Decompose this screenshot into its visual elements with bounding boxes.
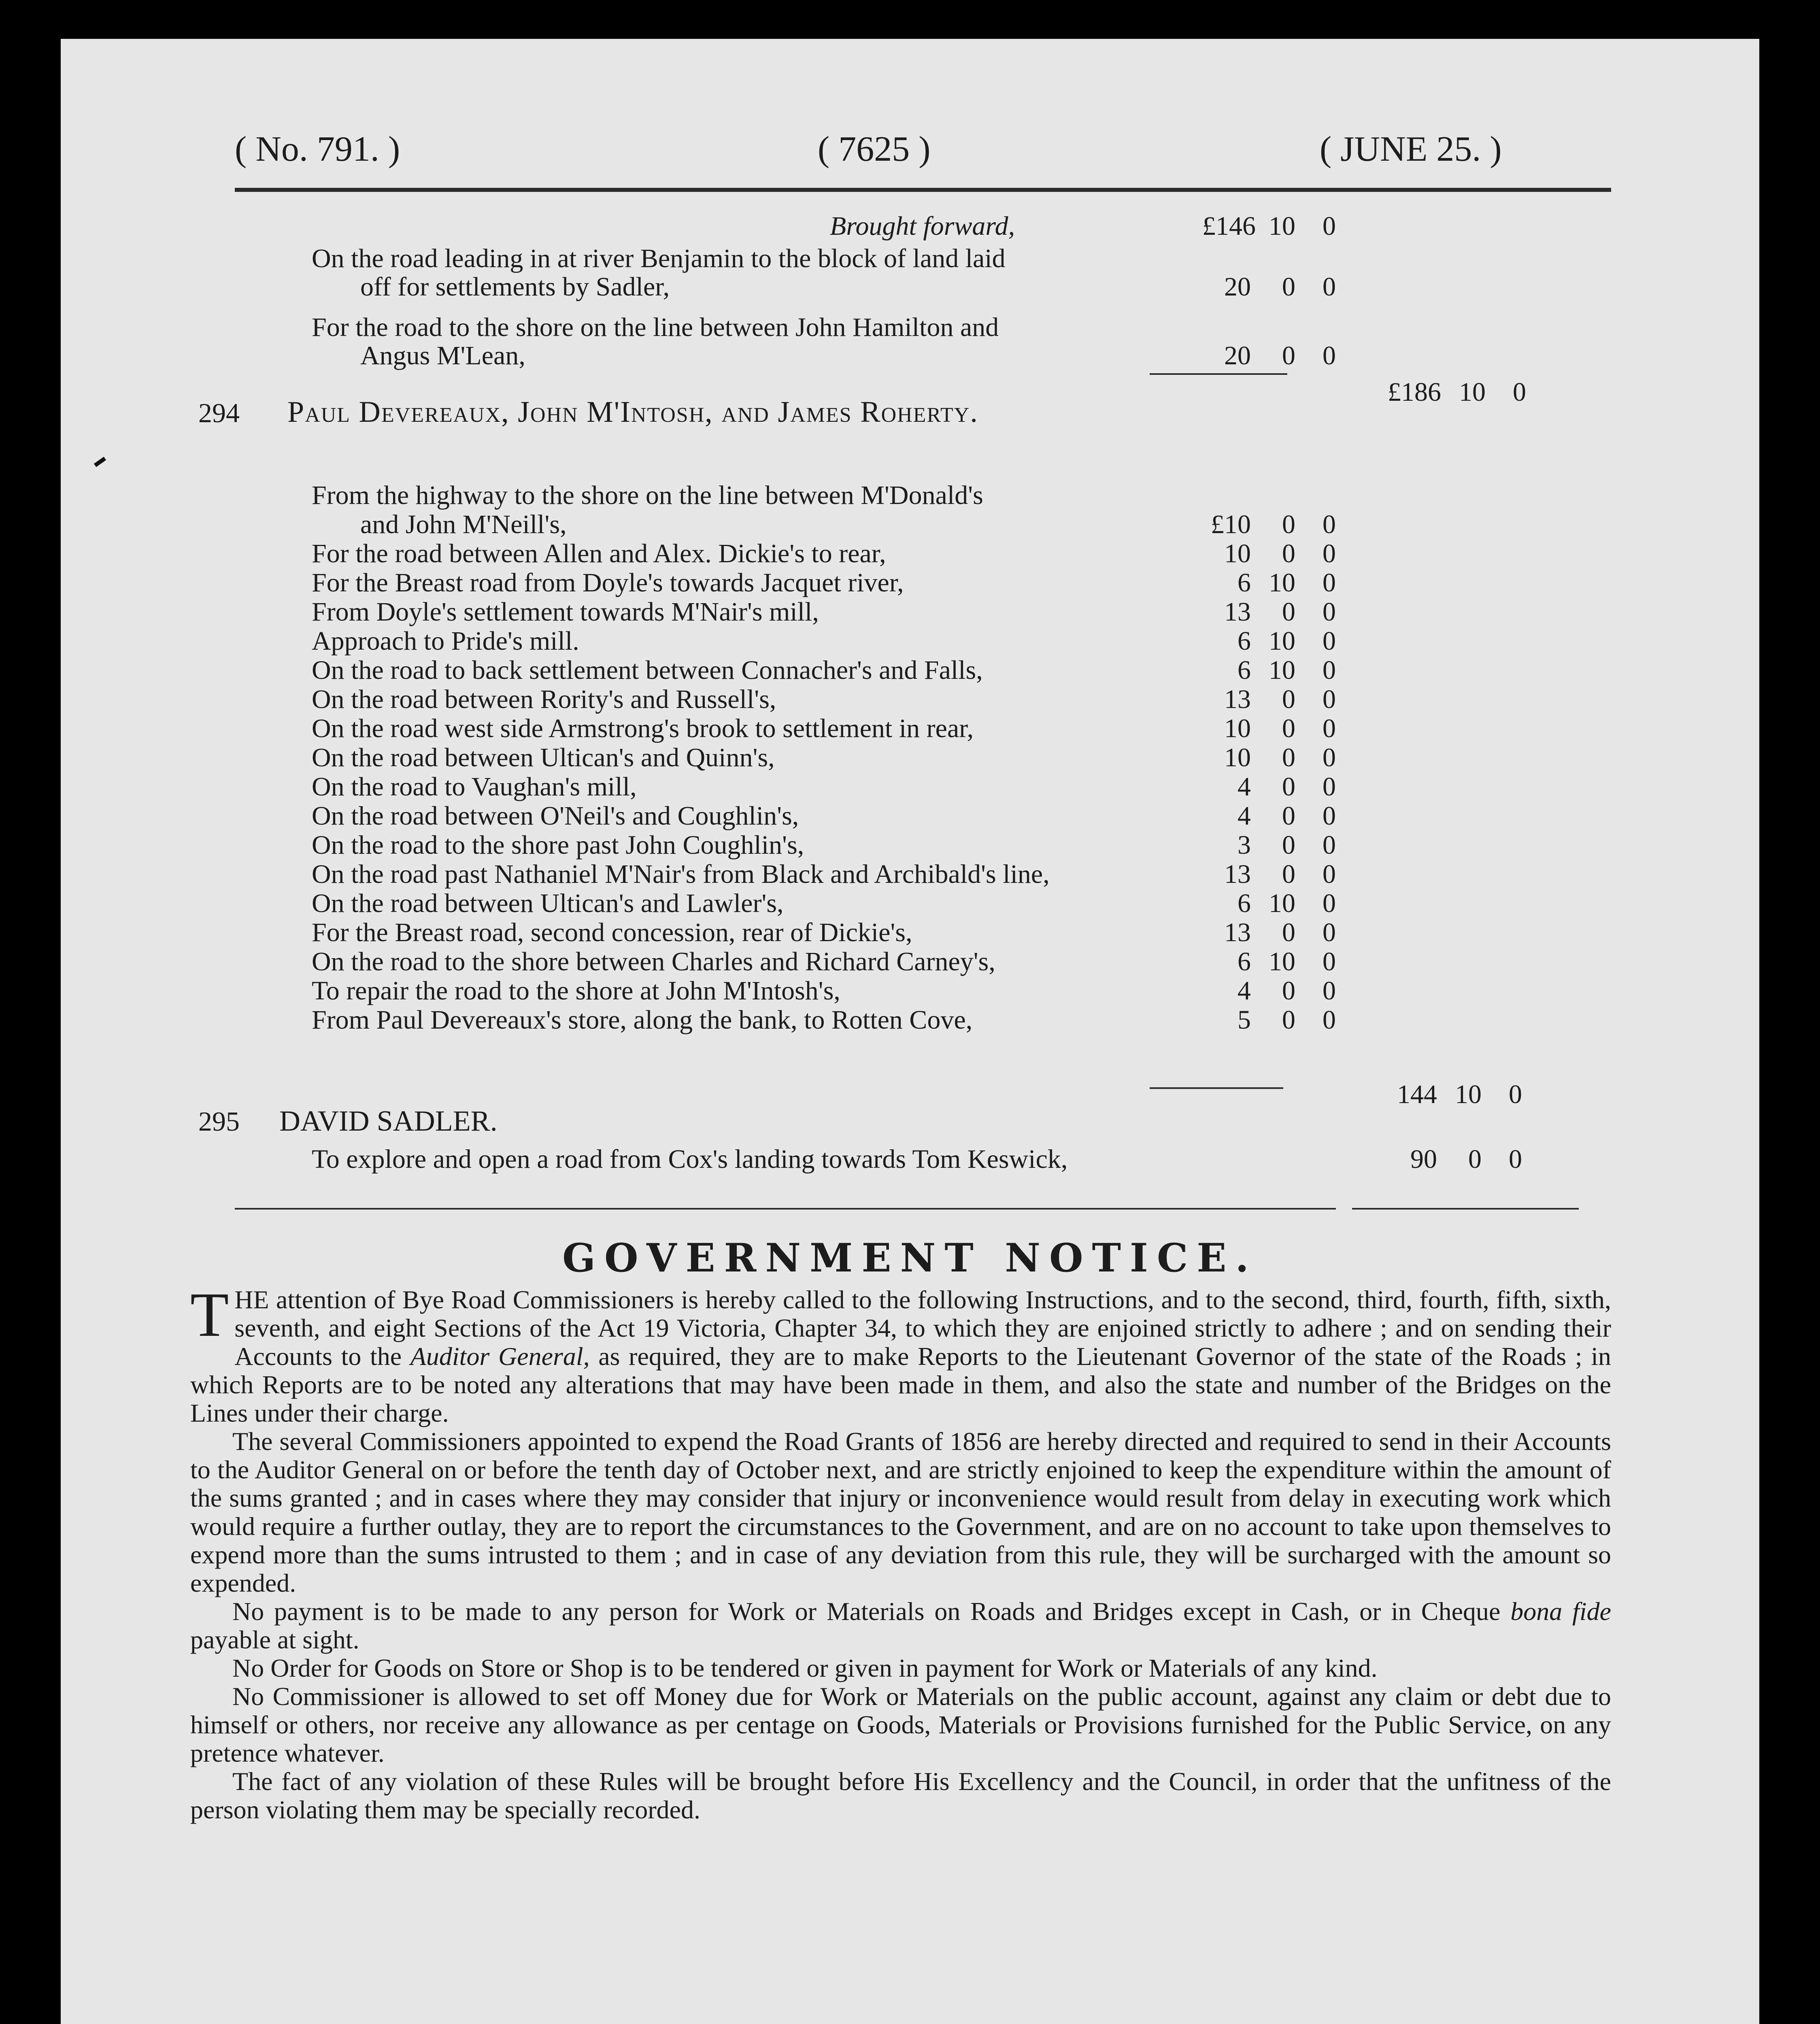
entry-name: DAVID SADLER. <box>279 1105 498 1137</box>
entry-295-amount: 90 0 0 <box>1410 1144 1522 1174</box>
entry-294-item-line: For the Breast road, second concession, rear of Dickie's, <box>312 918 912 947</box>
entry-294-item-line: On the road to Vaughan's mill, <box>312 772 637 802</box>
brought-forward-label: Brought forward, <box>830 211 1015 241</box>
entry-295-item: To explore and open a road from Cox's landing towards Tom Keswick, <box>312 1144 1068 1174</box>
entry-294-item-amount: 13 0 0 <box>1224 685 1336 714</box>
entry-294-item-amount: 6 10 0 <box>1237 626 1336 656</box>
issue-date: ( JUNE 25. ) <box>1320 130 1502 169</box>
carried-item-line: For the road to the shore on the line between John Hamilton and <box>312 313 999 342</box>
entry-294-item-amount: 13 0 0 <box>1224 597 1336 627</box>
notice-paragraph-2: The several Commissioners appointed to expend the Road Grants of 1856 are hereby directed and required to send in their Accounts to the Auditor General on or before the tenth day of October next, and are strictly enjoined to keep the expenditure within the amount of the sums granted ; and in cases where they may consider that injury or inconvenience would result from delay in executing work which would require a further outlay, they are to report the circumstances to the Government, and are on no account to take upon themselves to expend more than the sums intrusted to them ; and in case of any deviation from this rule, they will be surcharged with the amount so expended. <box>190 1427 1611 1597</box>
carried-item-amount: 20 0 0 <box>1224 272 1336 302</box>
entry-294-item-line: and John M'Neill's, <box>360 510 567 539</box>
entry-294-item-line: Approach to Pride's mill. <box>312 626 579 656</box>
notice-paragraph-5: No Commissioner is allowed to set off Money due for Work or Materials on the public account, against any claim or debt due to himself or others, nor receive any allowance as per centage on Goods, Materials or Provisions furnished for the Public Service, on any pretence whatever. <box>190 1682 1611 1767</box>
entry-294-item-line: On the road between O'Neil's and Coughlin's, <box>312 801 799 831</box>
entry-294-total: 144 10 0 <box>1397 1080 1522 1109</box>
entry-294-total-rule <box>1150 1087 1283 1089</box>
notice-title: GOVERNMENT NOTICE. <box>562 1235 1258 1281</box>
drop-cap: T <box>190 1280 229 1350</box>
entry-294-item-line: On the road west side Armstrong's brook to settlement in rear, <box>312 714 974 743</box>
carried-item-amount: 20 0 0 <box>1224 341 1336 370</box>
entry-number: 295 <box>198 1106 240 1137</box>
entry-294-item-line: To repair the road to the shore at John M'Intosh's, <box>312 976 840 1006</box>
issue-number: ( No. 791. ) <box>235 130 400 169</box>
entry-294-item-amount: 6 10 0 <box>1237 889 1336 918</box>
entry-294-item-line: On the road between Ultican's and Lawler's, <box>312 889 784 918</box>
entry-294-item-line: On the road to the shore between Charles and Richard Carney's, <box>312 947 995 976</box>
header-rule <box>235 188 1611 192</box>
entry-294-item-amount: 10 0 0 <box>1224 743 1336 772</box>
margin-mark <box>94 457 106 467</box>
carried-item-line: Angus M'Lean, <box>360 341 525 370</box>
entry-294-item-amount: 10 0 0 <box>1224 714 1336 743</box>
entry-294-item-amount: 6 10 0 <box>1237 655 1336 685</box>
notice-paragraph-1: THE attention of Bye Road Commissioners is hereby called to the following Instructions, and to the second, third, fourth, fifth, sixth, seventh, and eight Sections of the Act 19 Victoria, Chapter 34, to which they are enjoined strictly to adhere ; and on sending their Accounts to the Auditor General, as required, they are to make Reports to the Lieutenant Governor of the state of the Roads ; in which Reports are to be noted any alterations that may have been made in them, and also the state and number of the Bridges on the Lines under their charge. <box>190 1280 1612 1427</box>
entry-294-item-amount: 6 10 0 <box>1237 947 1336 976</box>
entry-294-item-line: From Doyle's settlement towards M'Nair's mill, <box>312 597 819 627</box>
entry-294-item-line: On the road between Rority's and Russell's, <box>312 685 776 714</box>
entry-294-item-amount: 4 0 0 <box>1237 772 1336 802</box>
notice-paragraph-4: No Order for Goods on Store or Shop is to be tendered or given in payment for Work or Materials of any kind. <box>232 1654 1378 1682</box>
entry-294-item-line: On the road to the shore past John Coughlin's, <box>312 830 804 860</box>
section-rule <box>1352 1208 1579 1210</box>
entry-294-item-line: For the Breast road from Doyle's towards Jacquet river, <box>312 568 904 597</box>
entry-294-item-line: From Paul Devereaux's store, along the bank, to Rotten Cove, <box>312 1005 973 1035</box>
entry-294-item-amount: 13 0 0 <box>1224 918 1336 947</box>
entry-294-item-amount: 5 0 0 <box>1237 1005 1336 1035</box>
notice-body <box>190 1280 1612 1824</box>
document-page <box>61 39 1759 2024</box>
carried-item-line: On the road leading in at river Benjamin to the block of land laid <box>312 244 1006 273</box>
entry-294-item-amount: 4 0 0 <box>1237 801 1336 831</box>
page-number: ( 7625 ) <box>818 130 931 169</box>
section-rule <box>235 1208 1336 1210</box>
notice-paragraph-6: The fact of any violation of these Rules will be brought before His Excellency and the Council, in order that the unfitness of the person violating them may be specially recorded. <box>190 1767 1611 1824</box>
entry-294-item-amount: £10 0 0 <box>1211 510 1336 539</box>
notice-paragraph-3: No payment is to be made to any person for Work or Materials on Roads and Bridges except in Cash, or in Cheque bona fide payable at sight. <box>190 1597 1612 1654</box>
entry-names: Paul Devereaux, John M'Intosh, and James Roherty. <box>287 395 978 429</box>
entry-294-item-amount: 10 0 0 <box>1224 539 1336 568</box>
entry-294-item-amount: 13 0 0 <box>1224 859 1336 889</box>
entry-number: 294 <box>198 398 240 428</box>
entry-294-item-line: For the road between Allen and Alex. Dickie's to rear, <box>312 539 886 568</box>
carried-item-line: off for settlements by Sadler, <box>360 272 670 302</box>
entry-294-item-amount: 4 0 0 <box>1237 976 1336 1006</box>
subtotal-rule <box>1150 373 1287 375</box>
brought-forward-amount: £146 10 0 <box>1202 211 1336 241</box>
entry-294-item-line: From the highway to the shore on the line between M'Donald's <box>312 480 983 510</box>
entry-294-item-line: On the road between Ultican's and Quinn's, <box>312 743 775 772</box>
entry-294-item-amount: 3 0 0 <box>1237 830 1336 860</box>
subtotal-amount: £186 10 0 <box>1388 377 1526 407</box>
entry-294-item-amount: 6 10 0 <box>1237 568 1336 597</box>
entry-294-item-line: On the road to back settlement between Connacher's and Falls, <box>312 655 983 685</box>
entry-294-item-line: On the road past Nathaniel M'Nair's from Black and Archibald's line, <box>312 859 1050 889</box>
